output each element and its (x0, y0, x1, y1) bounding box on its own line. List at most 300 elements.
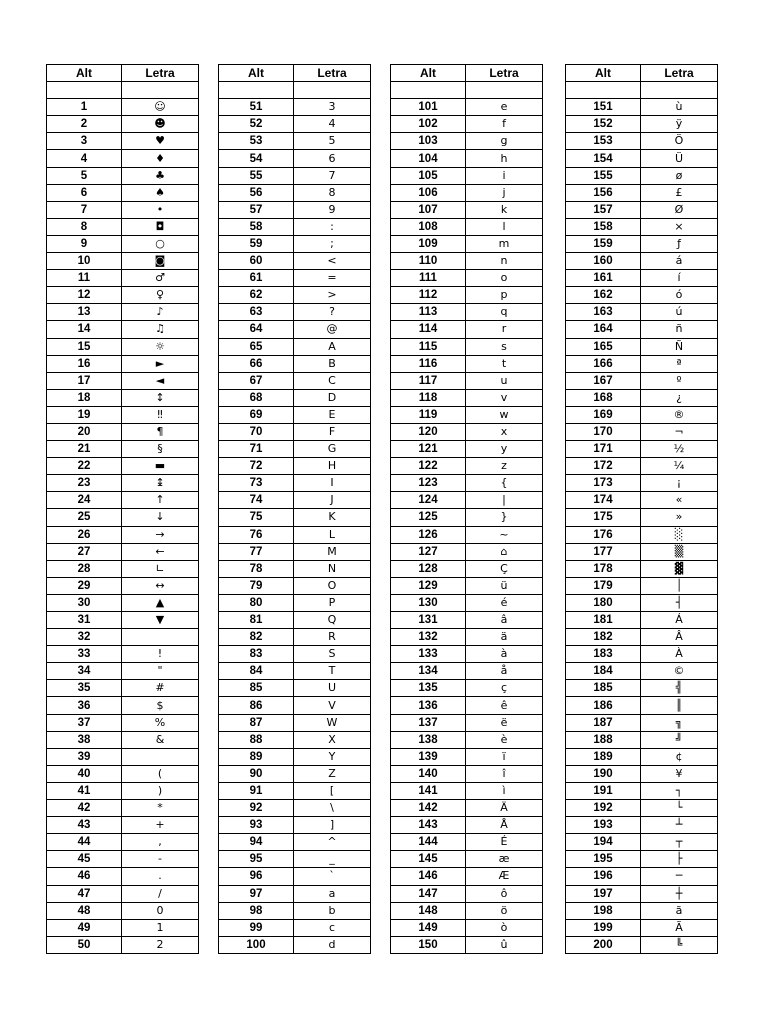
table-row (219, 218, 371, 235)
character-cell: Ö (641, 133, 718, 150)
letra-column-header: Letra (641, 65, 718, 82)
table-row (566, 817, 718, 834)
character-cell: , (122, 834, 199, 851)
character-cell: C (294, 372, 371, 389)
table-row (391, 629, 543, 646)
alt-code-cell: 21 (47, 441, 122, 458)
table-row (47, 184, 199, 201)
table-row (391, 372, 543, 389)
alt-code-cell: 106 (391, 184, 466, 201)
alt-code-cell: 37 (47, 714, 122, 731)
character-cell: & (122, 731, 199, 748)
alt-code-cell: 128 (391, 560, 466, 577)
character-cell: c (294, 919, 371, 936)
character-cell: ▲ (122, 594, 199, 611)
character-cell: → (122, 526, 199, 543)
table-row (391, 389, 543, 406)
character-cell: i (466, 167, 543, 184)
table-row (47, 372, 199, 389)
character-cell: ¿ (641, 389, 718, 406)
character-cell: ü (466, 577, 543, 594)
alt-code-cell: 104 (391, 150, 466, 167)
table-row (47, 800, 199, 817)
table-row (219, 594, 371, 611)
alt-code-cell: 19 (47, 406, 122, 423)
table-row (219, 321, 371, 338)
character-cell: ▼ (122, 612, 199, 629)
character-cell: u (466, 372, 543, 389)
alt-code-cell: 119 (391, 406, 466, 423)
alt-code-cell: 148 (391, 902, 466, 919)
table-row (566, 577, 718, 594)
alt-code-cell: 151 (566, 99, 641, 116)
table-row (391, 253, 543, 270)
table-row (219, 406, 371, 423)
alt-code-cell: 25 (47, 509, 122, 526)
blank-cell (566, 82, 641, 99)
character-cell: : (294, 218, 371, 235)
alt-code-cell: 136 (391, 697, 466, 714)
character-cell: F (294, 423, 371, 440)
character-cell: ^ (294, 834, 371, 851)
alt-code-cell: 187 (566, 714, 641, 731)
alt-code-cell: 5 (47, 167, 122, 184)
alt-code-cell: 190 (566, 765, 641, 782)
character-cell: - (122, 851, 199, 868)
table-row (219, 919, 371, 936)
alt-code-cell: 177 (566, 543, 641, 560)
table-row (391, 936, 543, 953)
character-cell: ¼ (641, 458, 718, 475)
table-row (219, 526, 371, 543)
character-cell: J (294, 492, 371, 509)
alt-code-cell: 147 (391, 885, 466, 902)
alt-code-cell: 33 (47, 646, 122, 663)
table-row (219, 629, 371, 646)
alt-code-cell: 26 (47, 526, 122, 543)
table-row (47, 509, 199, 526)
character-cell: û (466, 936, 543, 953)
alt-code-cell: 56 (219, 184, 294, 201)
character-cell: 3 (294, 99, 371, 116)
table-row (566, 919, 718, 936)
character-cell: ` (294, 868, 371, 885)
alt-code-cell: 103 (391, 133, 466, 150)
character-cell: ] (294, 817, 371, 834)
alt-code-cell: 85 (219, 680, 294, 697)
character-cell: ┤ (641, 594, 718, 611)
alt-code-cell: 48 (47, 902, 122, 919)
table-row (219, 543, 371, 560)
table-row (47, 646, 199, 663)
table-row (566, 355, 718, 372)
character-cell: ♫ (122, 321, 199, 338)
character-cell: Ñ (641, 338, 718, 355)
table-row (219, 389, 371, 406)
table-row (391, 338, 543, 355)
character-cell: / (122, 885, 199, 902)
character-cell: 1 (122, 919, 199, 936)
table-row (566, 663, 718, 680)
table-row (219, 800, 371, 817)
table-row (219, 782, 371, 799)
character-cell: { (466, 475, 543, 492)
character-cell: ► (122, 355, 199, 372)
alt-code-cell: 109 (391, 235, 466, 252)
character-cell: A (294, 338, 371, 355)
alt-code-cell: 11 (47, 270, 122, 287)
table-row (47, 543, 199, 560)
character-cell: ♂ (122, 270, 199, 287)
table-row (47, 612, 199, 629)
table-row (391, 99, 543, 116)
alt-code-cell: 113 (391, 304, 466, 321)
alt-code-cell: 160 (566, 253, 641, 270)
alt-code-cell: 81 (219, 612, 294, 629)
table-row (219, 748, 371, 765)
character-cell: └ (641, 800, 718, 817)
table-row (391, 577, 543, 594)
alt-code-cell: 131 (391, 612, 466, 629)
table-row (391, 270, 543, 287)
alt-code-cell: 164 (566, 321, 641, 338)
table-row (566, 868, 718, 885)
table-row (47, 304, 199, 321)
character-cell: Ü (641, 150, 718, 167)
table-row (566, 167, 718, 184)
character-cell: £ (641, 184, 718, 201)
table-row (219, 372, 371, 389)
table-row (219, 201, 371, 218)
table-row (566, 594, 718, 611)
alt-code-cell: 179 (566, 577, 641, 594)
alt-code-cell: 34 (47, 663, 122, 680)
table-row (566, 629, 718, 646)
alt-code-cell: 62 (219, 287, 294, 304)
table-row (219, 458, 371, 475)
table-row (47, 765, 199, 782)
table-row (566, 441, 718, 458)
character-cell: ☻ (122, 116, 199, 133)
blank-row (219, 82, 371, 99)
character-cell: ï (466, 748, 543, 765)
alt-code-cell: 192 (566, 800, 641, 817)
letra-column-header: Letra (466, 65, 543, 82)
table-row (47, 680, 199, 697)
table-row (391, 458, 543, 475)
table-row (219, 338, 371, 355)
table-row (566, 423, 718, 440)
character-cell: ♣ (122, 167, 199, 184)
table-row (391, 184, 543, 201)
letra-column-header: Letra (122, 65, 199, 82)
character-cell: ☼ (122, 338, 199, 355)
table-row (566, 731, 718, 748)
alt-code-cell: 135 (391, 680, 466, 697)
table-row (391, 885, 543, 902)
alt-code-cell: 10 (47, 253, 122, 270)
alt-code-cell: 123 (391, 475, 466, 492)
table-row (391, 406, 543, 423)
character-cell: @ (294, 321, 371, 338)
character-cell: Ø (641, 201, 718, 218)
character-cell: « (641, 492, 718, 509)
table-row (566, 458, 718, 475)
table-row (47, 697, 199, 714)
character-cell: d (294, 936, 371, 953)
alt-code-cell: 107 (391, 201, 466, 218)
alt-code-cell: 57 (219, 201, 294, 218)
character-cell: M (294, 543, 371, 560)
alt-code-cell: 154 (566, 150, 641, 167)
alt-code-cell: 168 (566, 389, 641, 406)
character-cell: ┬ (641, 834, 718, 851)
character-cell: ê (466, 697, 543, 714)
alt-code-cell: 189 (566, 748, 641, 765)
alt-code-cell: 41 (47, 782, 122, 799)
alt-code-cell: 176 (566, 526, 641, 543)
alt-code-cell: 141 (391, 782, 466, 799)
table-header-row (566, 65, 718, 82)
alt-code-cell: 38 (47, 731, 122, 748)
character-cell: â (466, 612, 543, 629)
alt-code-cell: 49 (47, 919, 122, 936)
alt-code-cell: 67 (219, 372, 294, 389)
alt-code-cell: 86 (219, 697, 294, 714)
alt-code-cell: 165 (566, 338, 641, 355)
character-cell: ┐ (641, 782, 718, 799)
character-cell: ø (641, 167, 718, 184)
alt-code-cell: 199 (566, 919, 641, 936)
table-row (566, 492, 718, 509)
character-cell: ? (294, 304, 371, 321)
table-row (566, 885, 718, 902)
table-row (391, 594, 543, 611)
character-cell: ¡ (641, 475, 718, 492)
character-cell: ↔ (122, 577, 199, 594)
table-row (219, 663, 371, 680)
character-cell: s (466, 338, 543, 355)
table-row (47, 218, 199, 235)
alt-code-cell: 83 (219, 646, 294, 663)
table-row (391, 235, 543, 252)
character-cell: á (641, 253, 718, 270)
alt-code-cell: 29 (47, 577, 122, 594)
table-row (566, 612, 718, 629)
alt-code-cell: 60 (219, 253, 294, 270)
character-cell: j (466, 184, 543, 201)
character-cell: + (122, 817, 199, 834)
table-row (566, 782, 718, 799)
character-cell: ☺ (122, 99, 199, 116)
character-cell: × (641, 218, 718, 235)
alt-code-cell: 105 (391, 167, 466, 184)
character-cell: │ (641, 577, 718, 594)
alt-code-cell: 167 (566, 372, 641, 389)
alt-code-cell: 166 (566, 355, 641, 372)
character-cell: < (294, 253, 371, 270)
character-cell: B (294, 355, 371, 372)
character-cell: ♪ (122, 304, 199, 321)
alt-code-cell: 197 (566, 885, 641, 902)
alt-code-cell: 134 (391, 663, 466, 680)
character-cell: I (294, 475, 371, 492)
blank-row (47, 82, 199, 99)
character-cell: ♥ (122, 133, 199, 150)
table-row (219, 509, 371, 526)
alt-code-cell: 39 (47, 748, 122, 765)
alt-code-cell: 91 (219, 782, 294, 799)
table-row (391, 612, 543, 629)
alt-code-cell: 79 (219, 577, 294, 594)
character-cell: o (466, 270, 543, 287)
character-cell: a (294, 885, 371, 902)
character-cell: ¢ (641, 748, 718, 765)
character-cell: $ (122, 697, 199, 714)
table-row (219, 270, 371, 287)
character-cell: O (294, 577, 371, 594)
table-row (391, 509, 543, 526)
table-row (47, 355, 199, 372)
table-row (391, 167, 543, 184)
alt-code-cell: 178 (566, 560, 641, 577)
character-cell: ↨ (122, 475, 199, 492)
table-row (566, 748, 718, 765)
table-row (219, 287, 371, 304)
table-row (47, 731, 199, 748)
character-cell: ì (466, 782, 543, 799)
alt-code-cell: 64 (219, 321, 294, 338)
character-cell: ♀ (122, 287, 199, 304)
blank-row (391, 82, 543, 99)
table-row (566, 646, 718, 663)
table-row (566, 851, 718, 868)
character-cell: ã (641, 902, 718, 919)
table-row (47, 201, 199, 218)
table-row (219, 475, 371, 492)
character-cell (122, 629, 199, 646)
table-row (391, 116, 543, 133)
character-cell: H (294, 458, 371, 475)
character-cell: ┴ (641, 817, 718, 834)
alt-code-cell: 78 (219, 560, 294, 577)
table-row (566, 99, 718, 116)
character-cell: | (466, 492, 543, 509)
table-row (219, 714, 371, 731)
table-row (391, 851, 543, 868)
table-row (219, 116, 371, 133)
character-cell: Ã (641, 919, 718, 936)
alt-code-cell: 82 (219, 629, 294, 646)
alt-code-cell: 149 (391, 919, 466, 936)
alt-code-cell: 196 (566, 868, 641, 885)
alt-code-cell: 125 (391, 509, 466, 526)
character-cell: ë (466, 714, 543, 731)
alt-code-table-1 (46, 64, 199, 954)
alt-code-cell: 111 (391, 270, 466, 287)
alt-code-cell: 92 (219, 800, 294, 817)
character-cell: w (466, 406, 543, 423)
alt-code-cell: 108 (391, 218, 466, 235)
alt-code-cell: 101 (391, 99, 466, 116)
table-row (219, 253, 371, 270)
alt-code-cell: 31 (47, 612, 122, 629)
table-row (219, 492, 371, 509)
alt-code-cell: 183 (566, 646, 641, 663)
table-row (47, 902, 199, 919)
table-row (219, 902, 371, 919)
character-cell: ù (641, 99, 718, 116)
character-cell: 2 (122, 936, 199, 953)
table-row (219, 235, 371, 252)
alt-code-cell: 24 (47, 492, 122, 509)
alt-code-cell: 118 (391, 389, 466, 406)
table-row (566, 116, 718, 133)
character-cell: § (122, 441, 199, 458)
table-row (391, 765, 543, 782)
table-row (219, 560, 371, 577)
alt-code-cell: 142 (391, 800, 466, 817)
alt-code-cell: 175 (566, 509, 641, 526)
character-cell: ▓ (641, 560, 718, 577)
table-row (391, 218, 543, 235)
alt-code-cell: 96 (219, 868, 294, 885)
character-cell: m (466, 235, 543, 252)
alt-code-cell: 53 (219, 133, 294, 150)
table-row (566, 765, 718, 782)
table-row (47, 663, 199, 680)
character-cell: 5 (294, 133, 371, 150)
alt-code-cell: 44 (47, 834, 122, 851)
character-cell: p (466, 287, 543, 304)
table-row (391, 543, 543, 560)
table-row (391, 919, 543, 936)
table-row (47, 817, 199, 834)
character-cell: X (294, 731, 371, 748)
alt-code-table-3 (390, 64, 543, 954)
alt-code-cell: 195 (566, 851, 641, 868)
alt-code-cell: 112 (391, 287, 466, 304)
table-row (47, 629, 199, 646)
alt-code-cell: 144 (391, 834, 466, 851)
character-cell: ◙ (122, 253, 199, 270)
character-cell: ├ (641, 851, 718, 868)
alt-code-cell: 70 (219, 423, 294, 440)
table-row (391, 475, 543, 492)
character-cell: [ (294, 782, 371, 799)
character-cell: W (294, 714, 371, 731)
character-cell: Ç (466, 560, 543, 577)
table-row (47, 560, 199, 577)
alt-code-cell: 172 (566, 458, 641, 475)
table-row (47, 253, 199, 270)
character-cell: U (294, 680, 371, 697)
alt-code-cell: 89 (219, 748, 294, 765)
table-row (219, 167, 371, 184)
alt-code-cell: 126 (391, 526, 466, 543)
character-cell: R (294, 629, 371, 646)
alt-code-cell: 95 (219, 851, 294, 868)
table-row (566, 253, 718, 270)
alt-column-header: Alt (47, 65, 122, 82)
alt-code-cell: 93 (219, 817, 294, 834)
character-cell: í (641, 270, 718, 287)
table-row (47, 594, 199, 611)
alt-code-cell: 45 (47, 851, 122, 868)
character-cell: © (641, 663, 718, 680)
alt-code-cell: 40 (47, 765, 122, 782)
alt-code-cell: 23 (47, 475, 122, 492)
